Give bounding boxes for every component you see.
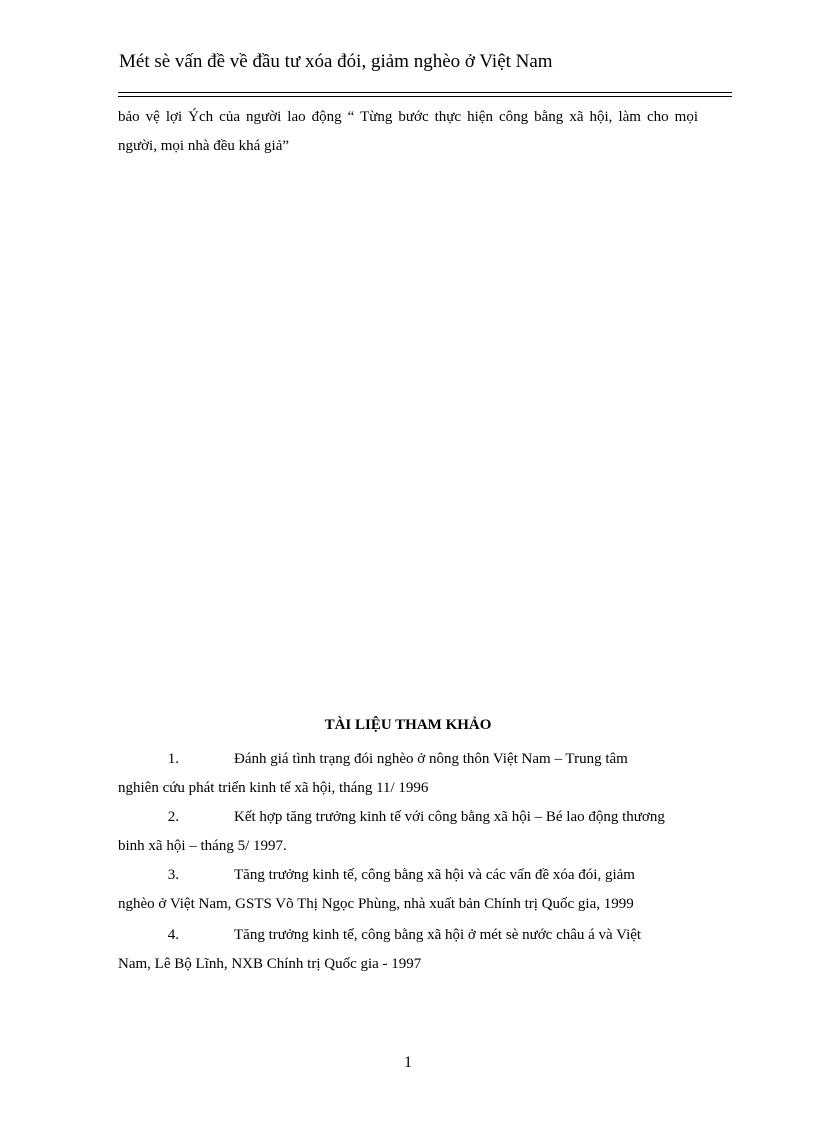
reference-first-line [118, 745, 688, 774]
reference-item [118, 745, 688, 803]
body-line: bảo vệ lợi Ých của người lao động “ Từng bước thực hiện công bằng xã hội, làm cho mọi [118, 109, 698, 125]
reference-continuation: nghiên cứu phát triển kinh tế xã hội, tháng 11/ 1996 [118, 780, 429, 796]
reference-first-line [118, 861, 688, 890]
reference-first-line [118, 803, 688, 832]
page-header-title: Mét sè vấn đề về đầu tư xóa đói, giảm nghèo ở Việt Nam [119, 51, 553, 72]
body-paragraph [118, 103, 698, 161]
reference-number: 3. [167, 867, 179, 883]
reference-continuation: Nam, Lê Bộ Lĩnh, NXB Chính trị Quốc gia - 1997 [118, 956, 422, 972]
reference-continuation: binh xã hội – tháng 5/ 1997. [118, 838, 287, 854]
reference-number: 2. [167, 809, 179, 825]
reference-item [118, 861, 688, 919]
reference-first-line [118, 921, 688, 950]
reference-item [118, 803, 688, 861]
reference-continuation: nghèo ở Việt Nam, GSTS Võ Thị Ngọc Phùng, nhà xuất bản Chính trị Quốc gia, 1999 [118, 896, 634, 912]
reference-number: 4. [167, 927, 179, 943]
reference-text: Kết hợp tăng trưởng kinh tế với công bằng xã hội – Bé lao động thương [234, 809, 665, 825]
reference-text: Tăng trưởng kinh tế, công bằng xã hội và các vấn đề xóa đói, giảm [234, 867, 635, 883]
reference-number: 1. [167, 751, 179, 767]
body-line: người, mọi nhà đều khá giả” [118, 138, 290, 154]
reference-item [118, 921, 688, 979]
header-divider [118, 92, 732, 97]
references-heading: TÀI LIỆU THAM KHẢO [324, 717, 492, 733]
reference-text: Đánh giá tình trạng đói nghèo ở nông thôn Việt Nam – Trung tâm [234, 751, 628, 767]
page-number: 1 [404, 1054, 412, 1071]
reference-text: Tăng trưởng kinh tế, công bằng xã hội ở mét sè nước châu á và Việt [234, 927, 642, 943]
